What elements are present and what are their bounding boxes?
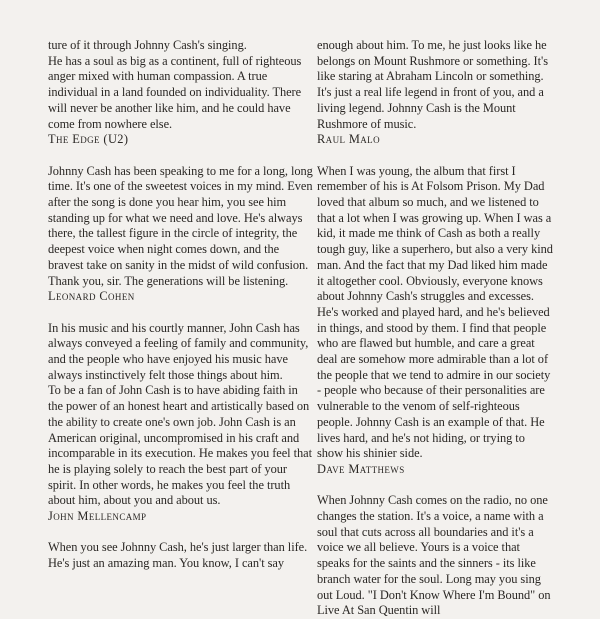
quote-text: enough about him. To me, he just looks like he belongs on Mount Rushmore or something. It's like staring at Abraham Lincoln or something. It's just a real life legend in front of you, and a living legend. Johnny Cash is the Mount Rushmore of music. <box>317 38 548 131</box>
quote-attribution: Dave Matthews <box>317 461 405 476</box>
quote-attribution: Leonard Cohen <box>48 289 135 304</box>
quote-text: When you see Johnny Cash, he's just larger than life. He's just an amazing man. You know, I can't say <box>48 540 308 571</box>
block-spacer <box>317 478 553 494</box>
quote-text: He has a soul as big as a continent, full of righteous anger mixed with human compassion. A true individual in a land founded on individuality. There will never be another like him, and he could have come from nowhere else. <box>48 53 302 131</box>
block-spacer <box>317 148 553 164</box>
quote-text: To be a fan of John Cash is to have abiding faith in the power of an honest heart and artistically based on the ability to create one's own job. John Cash is an American original, uncompromised in his craft and incomparable in its execution. He makes you feel that he is playing solely to reach the best part of your spirit. In other words, he makes you feel the truth about him, about you and about us. <box>48 383 313 508</box>
quote-text: When Johnny Cash comes on the radio, no one changes the station. It's a voice, a name with a soul that cuts across all boundaries and it's a voice we all believe. Yours is a voice that speaks for the saints and the sinners - its like branch water for the soul. Long may you sing out Loud. "I Don't Know Where I'm Bound" on Live At San Quentin will <box>317 493 551 618</box>
block-spacer <box>48 148 314 164</box>
quote-attribution: Raul Malo <box>317 132 380 147</box>
quote-text: ture of it through Johnny Cash's singing. <box>48 38 247 52</box>
quote-attribution: John Mellencamp <box>48 509 147 524</box>
right-column <box>317 38 553 619</box>
quote-text: When I was young, the album that first I remember of his is At Folsom Prison. My Dad loved that album so much, and we listened to that a lot when I was growing up. When I was a kid, it made me think of Cash as both a really tough guy, like a superhero, but also a very kind man. And the fact that my Dad liked him made it altogether cool. Obviously, everyone knows about Johnny Cash's struggles and excesses. He's worked and played hard, and he's believed in things, and stood by them. I find that people who are flawed but humble, and care a great deal are somehow more admirable than a lot of the people that we tend to admire in our society - people who because of their personalities are vulnerable to the venom of self-righteous people. Johnny Cash is an example of that. He lives hard, and he's not hiding, or trying to show his shinier side. <box>317 163 553 461</box>
quote-text: In his music and his courtly manner, John Cash has always conveyed a feeling of family and community, and the people who have enjoyed his music have always instinctively felt those things about him. <box>48 320 309 382</box>
left-column <box>48 38 314 572</box>
block-spacer <box>48 525 314 541</box>
quote-attribution: The Edge (U2) <box>48 132 129 147</box>
quote-text: Johnny Cash has been speaking to me for a long, long time. It's one of the sweetest voices in my mind. Even after the song is done you hear him, you see him standing up for what we need and love. He's always there, the tallest figure in the circle of integrity, the deepest voice when night comes down, and the bravest take on sanity in the midst of wild confusion. Thank you, sir. The generations will be listening. <box>48 163 313 288</box>
block-spacer <box>48 305 314 321</box>
